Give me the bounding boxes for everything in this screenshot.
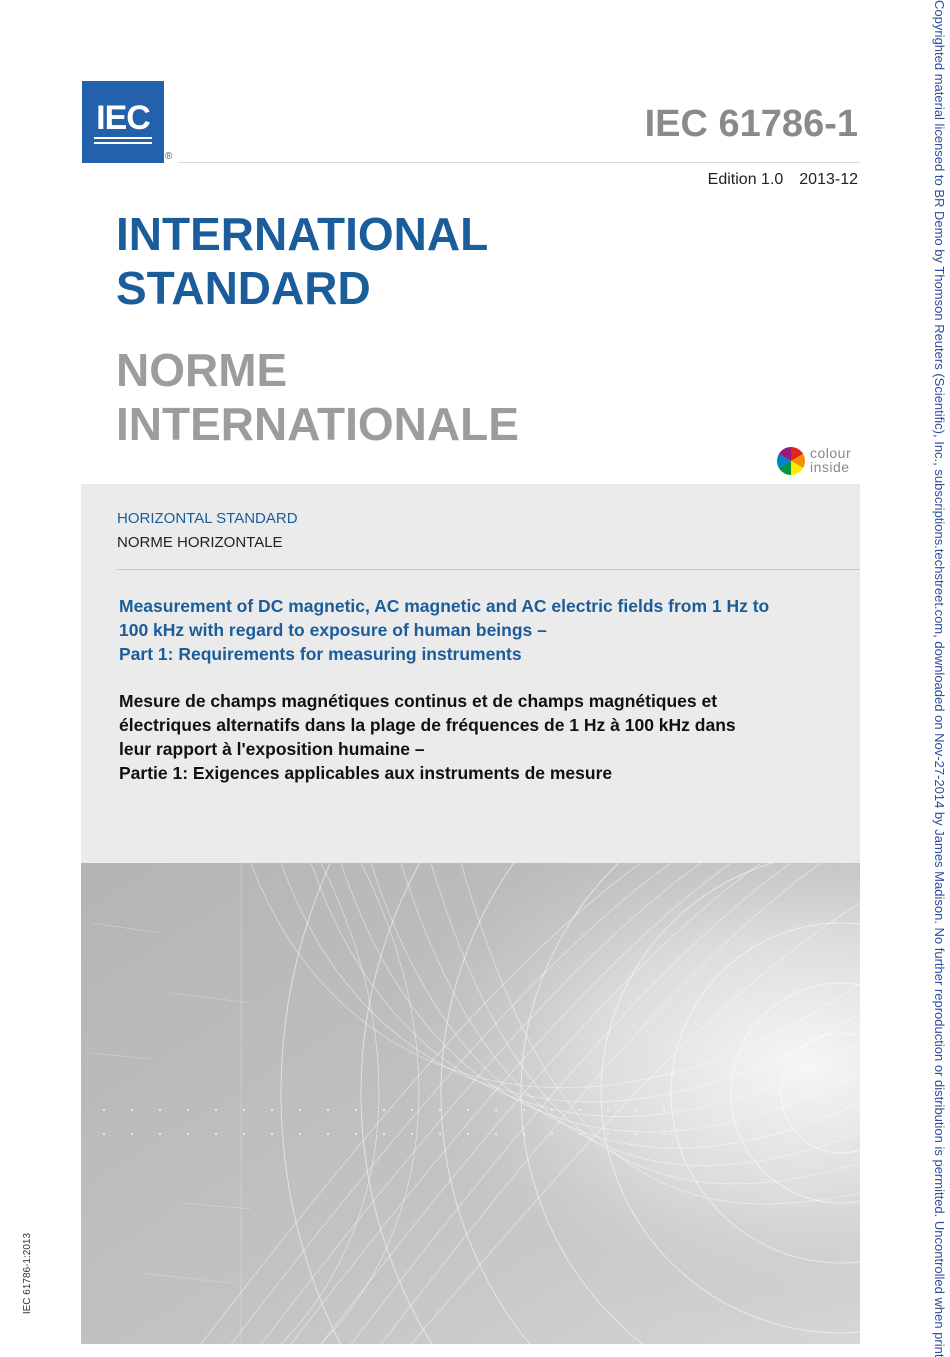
- title-international-standard: [116, 207, 488, 315]
- spine-reference: IEC 61786-1:2013: [22, 1233, 33, 1315]
- subtitle-fr-line-1: Mesure de champs magnétiques continus et de champs magnétiques et: [119, 691, 718, 711]
- logo-text: IEC: [96, 98, 150, 137]
- copyright-watermark: Copyrighted material licensed to BR Demo by Thomson Reuters (Scientific), Inc., subscriptions.techstreet.com, downloaded on Nov-27-2014 by James Madison. No further reproduction or distribution is permitted. Uncontrolled when print: [932, 0, 947, 1357]
- subtitle-en-line-3: Part 1: Requirements for measuring instruments: [119, 644, 522, 664]
- colour-wheel-icon: [776, 446, 806, 476]
- standard-number: IEC 61786-1: [644, 103, 858, 145]
- logo-bars: [94, 137, 152, 149]
- title-en-line-2: STANDARD: [116, 262, 371, 314]
- header-divider: [178, 162, 860, 163]
- subtitle-fr-line-3: leur rapport à l'exposition humaine –: [119, 739, 425, 759]
- registered-mark: ®: [165, 151, 173, 162]
- panel-divider: [117, 569, 860, 570]
- title-panel: [81, 484, 860, 1344]
- title-fr-line-1: NORME: [116, 344, 288, 396]
- colour-inside-badge: [776, 446, 862, 478]
- edition-label: Edition 1.0: [707, 171, 784, 188]
- subtitle-fr: [119, 689, 849, 785]
- subtitle-en-line-2: 100 kHz with regard to exposure of human beings –: [119, 620, 547, 640]
- subtitle-fr-line-4: Partie 1: Exigences applicables aux instruments de mesure: [119, 763, 613, 783]
- horizontal-standard-fr: NORME HORIZONTALE: [117, 534, 283, 551]
- edition-date: 2013-12: [799, 171, 858, 188]
- colour-text-line-2: inside: [810, 459, 850, 475]
- title-fr-line-2: INTERNATIONALE: [116, 398, 519, 450]
- colour-inside-text: [810, 446, 851, 474]
- title-en-line-1: INTERNATIONAL: [116, 208, 489, 260]
- iec-logo: [82, 81, 164, 163]
- edition-line: [708, 171, 858, 189]
- subtitle-en: [119, 594, 849, 666]
- horizontal-standard-en: HORIZONTAL STANDARD: [117, 510, 298, 527]
- title-norme-internationale: [116, 343, 519, 451]
- subtitle-en-line-1: Measurement of DC magnetic, AC magnetic and AC electric fields from 1 Hz to: [119, 596, 770, 616]
- subtitle-fr-line-2: électriques alternatifs dans la plage de fréquences de 1 Hz à 100 kHz dans: [119, 715, 736, 735]
- cover-artwork: [81, 863, 860, 1344]
- colour-text-line-1: colour: [810, 445, 852, 461]
